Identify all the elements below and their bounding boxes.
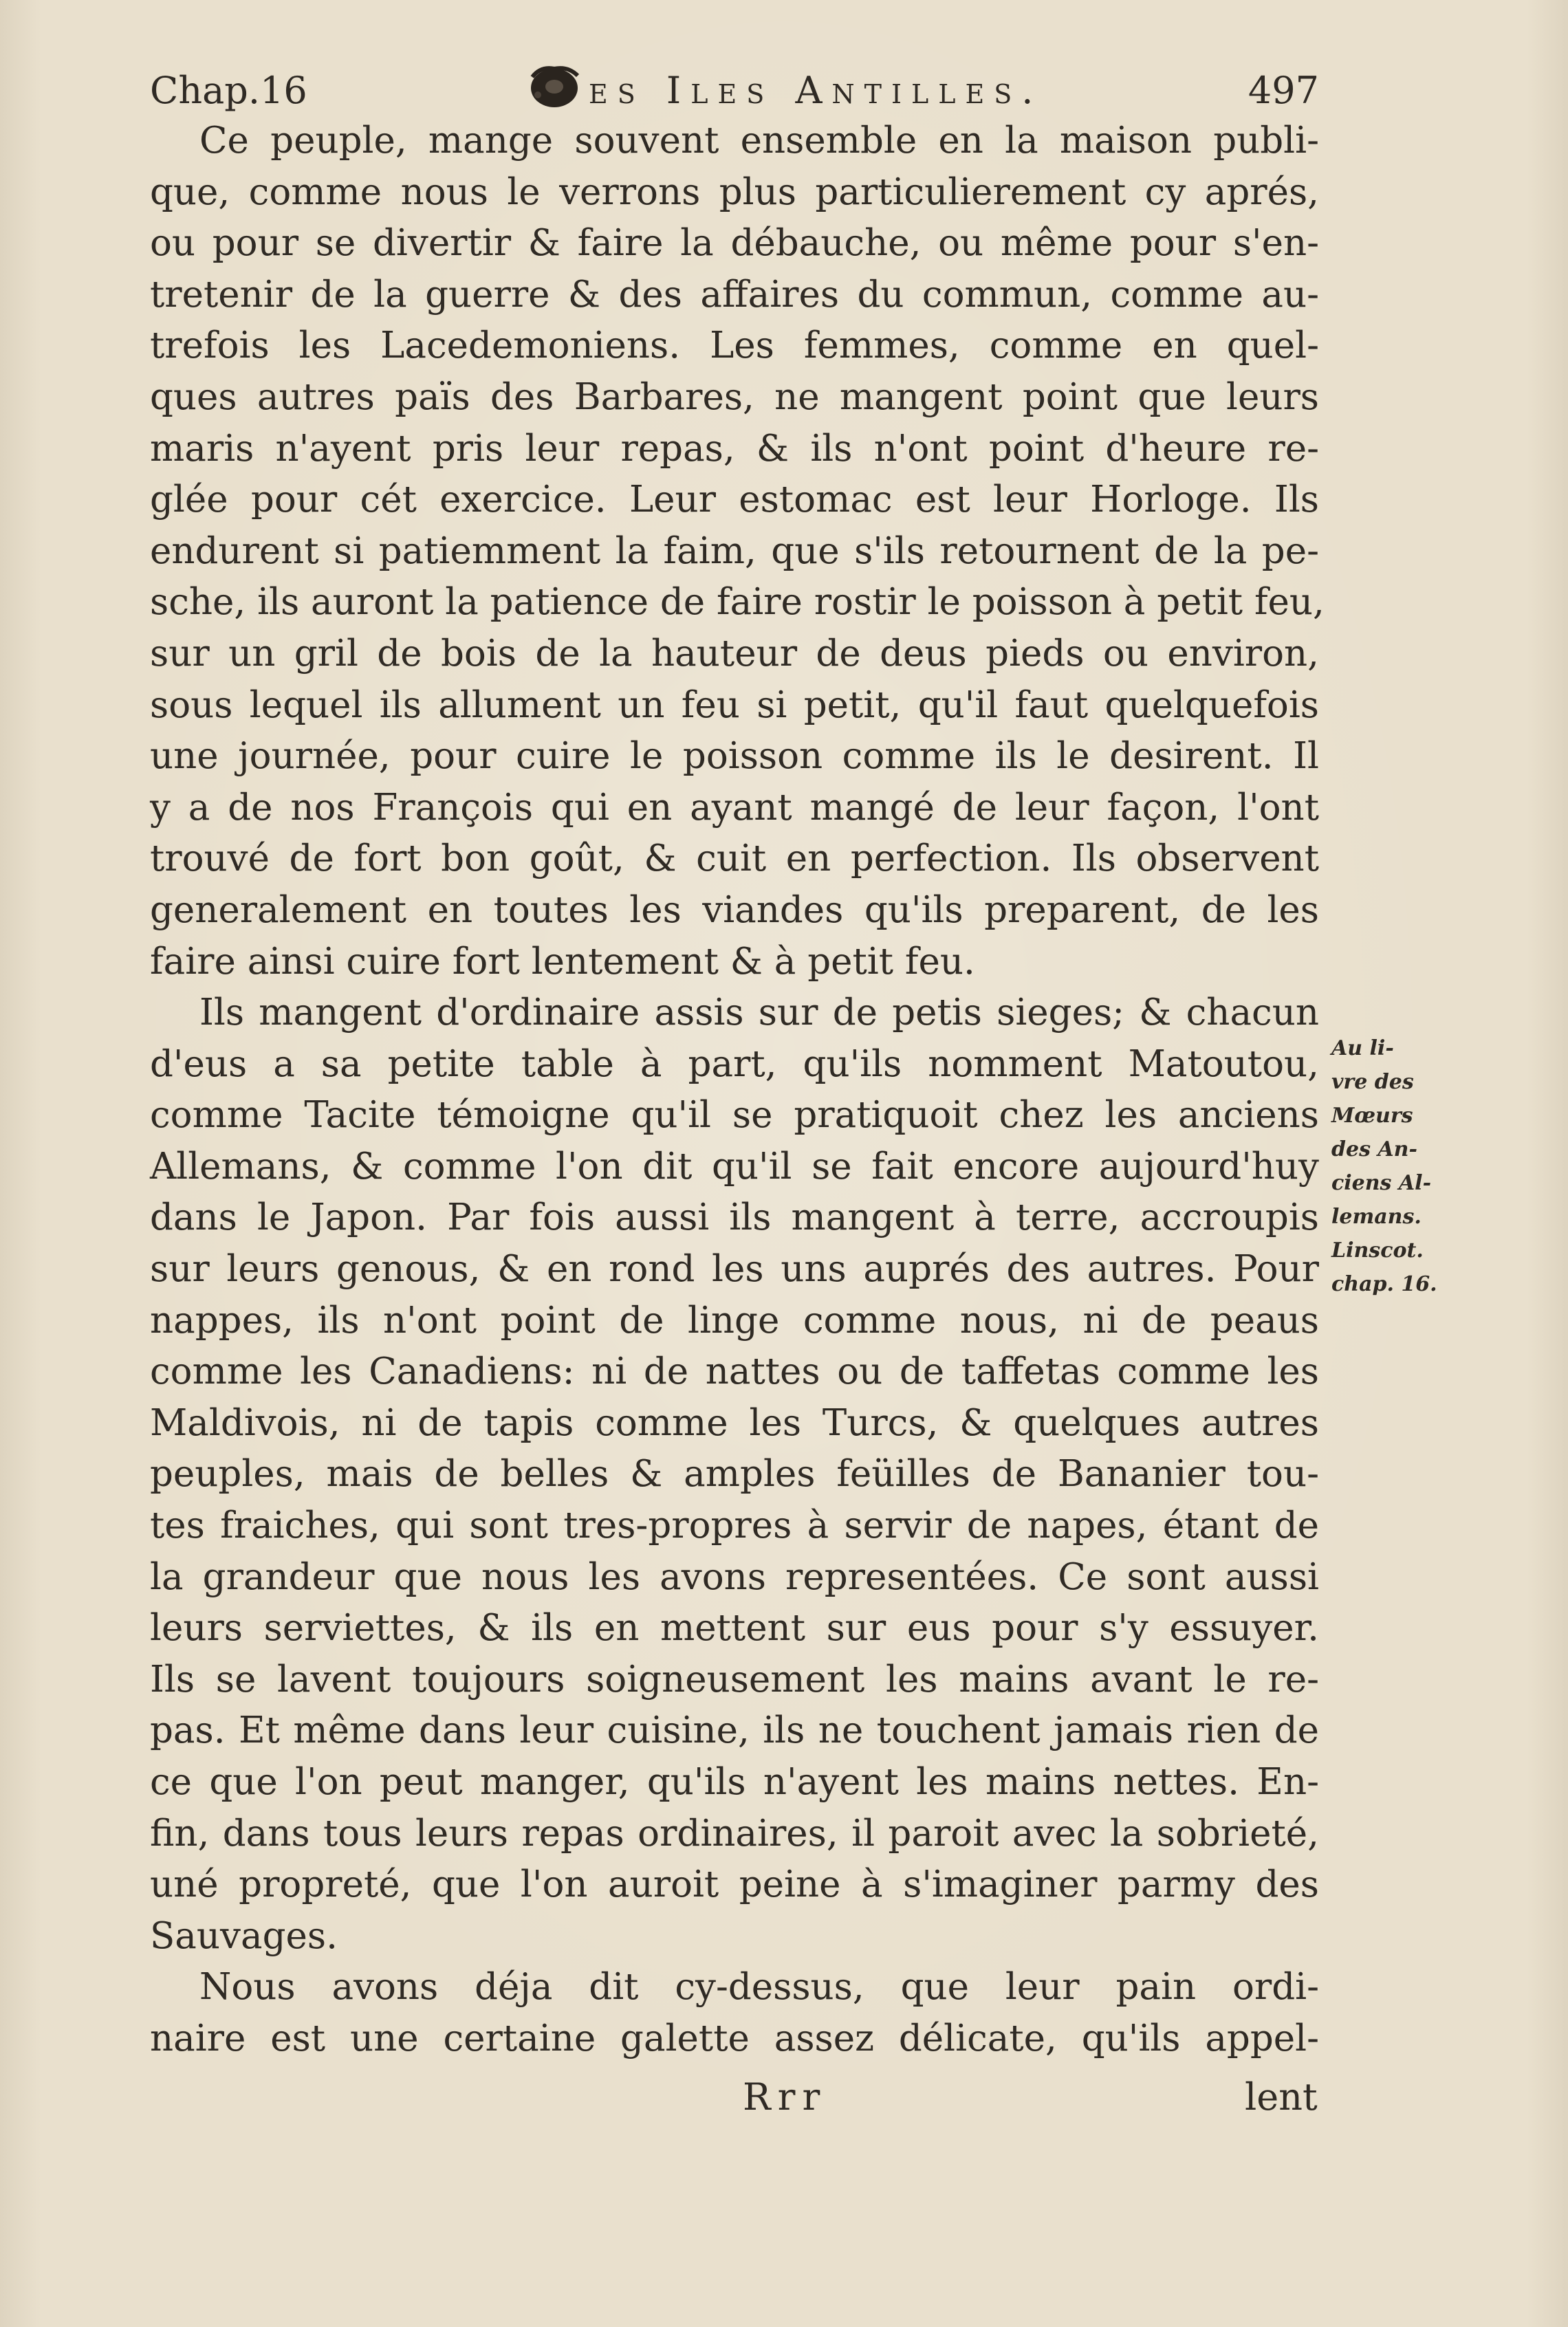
chapter-label: Chap.16 xyxy=(150,69,307,112)
text-line: Nous avons déja dit cy-dessus, que leur pain ordi- xyxy=(199,1966,1319,2009)
margin-note-line: ciens Al- xyxy=(1331,1171,1432,1195)
text-line: maris n'ayent pris leur repas, & ils n'ont point d'heure re- xyxy=(150,427,1319,470)
margin-note xyxy=(1331,1031,1469,1301)
text-line: tes fraiches, qui sont tres-propres à servir de napes, étant de xyxy=(150,1505,1319,1547)
text-line: peuples, mais de belles & amples feüilles de Bananier tou- xyxy=(150,1453,1319,1496)
running-head xyxy=(150,63,1319,118)
text-line: tretenir de la guerre & des affaires du commun, comme au- xyxy=(150,273,1319,316)
margin-note-line: Au li- xyxy=(1331,1036,1394,1060)
margin-note-line: chap. 16. xyxy=(1331,1272,1437,1296)
running-title-text: es Iles Antilles. xyxy=(589,69,1043,112)
text-line: Ils mangent d'ordinaire assis sur de petis sieges; & chacun xyxy=(199,992,1319,1034)
signature-mark: Rrr xyxy=(743,2075,827,2119)
text-line: sur un gril de bois de la hauteur de deus pieds ou environ, xyxy=(150,632,1319,675)
text-line: comme Tacite témoigne qu'il se pratiquoit chez les anciens xyxy=(150,1094,1319,1137)
text-line: Allemans, & comme l'on dit qu'il se fait encore aujourd'huy xyxy=(150,1145,1319,1188)
catchword: lent xyxy=(1245,2075,1318,2119)
text-line: ou pour se divertir & faire la débauche, ou même pour s'en- xyxy=(150,222,1319,265)
text-line: endurent si patiemment la faim, que s'ils retournent de la pe- xyxy=(150,529,1319,572)
text-line: Sauvages. xyxy=(150,1914,338,1957)
text-line: Ce peuple, mange souvent ensemble en la maison publi- xyxy=(199,120,1319,162)
margin-note-line: vre des xyxy=(1331,1070,1414,1094)
text-line: generalement en toutes les viandes qu'ils preparent, de les xyxy=(150,888,1319,931)
text-line: uné propreté, que l'on auroit peine à s'imaginer parmy des xyxy=(150,1864,1319,1906)
text-line: naire est une certaine galette assez délicate, qu'ils appel- xyxy=(150,2017,1319,2060)
text-line: que, comme nous le verrons plus particulierement cy aprés, xyxy=(150,171,1319,213)
text-line: Maldivois, ni de tapis comme les Turcs, & quelques autres xyxy=(150,1401,1319,1444)
text-line: la grandeur que nous les avons representées. Ce sont aussi xyxy=(150,1555,1319,1598)
page-number: 497 xyxy=(1248,69,1319,112)
margin-note-line: des An- xyxy=(1331,1137,1417,1161)
text-line: y a de nos François qui en ayant mangé de leur façon, l'ont xyxy=(150,786,1319,829)
text-line: ce que l'on peut manger, qu'ils n'ayent les mains nettes. En- xyxy=(150,1761,1319,1803)
text-line: trouvé de fort bon goût, & cuit en perfection. Ils observent xyxy=(150,838,1319,880)
body-text xyxy=(150,116,1325,2065)
text-line: d'eus a sa petite table à part, qu'ils nomment Matoutou, xyxy=(150,1042,1319,1085)
text-line: pas. Et même dans leur cuisine, ils ne touchent jamais rien de xyxy=(150,1709,1319,1752)
text-line: leurs serviettes, & ils en mettent sur eus pour s'y essuyer. xyxy=(150,1607,1319,1650)
text-line: trefois les Lacedemoniens. Les femmes, comme en quel- xyxy=(150,325,1319,367)
text-line: fin, dans tous leurs repas ordinaires, il paroit avec la sobrieté, xyxy=(150,1812,1319,1855)
text-line: ques autres païs des Barbares, ne mangent point que leurs xyxy=(150,375,1319,418)
text-line: sche, ils auront la patience de faire rostir le poisson à petit feu, xyxy=(150,581,1325,624)
margin-note-line: Linscot. xyxy=(1331,1238,1424,1263)
text-line: dans le Japon. Par fois aussi ils mangent à terre, accroupis xyxy=(150,1197,1319,1239)
ornamental-initial-d-icon xyxy=(527,63,585,110)
text-line: sur leurs genous, & en rond les uns auprés des autres. Pour xyxy=(150,1248,1319,1291)
text-line: nappes, ils n'ont point de linge comme nous, ni de peaus xyxy=(150,1299,1319,1342)
text-line: faire ainsi cuire fort lentement & à petit feu. xyxy=(150,940,975,983)
running-title xyxy=(527,63,1043,118)
text-line: comme les Canadiens: ni de nattes ou de taffetas comme les xyxy=(150,1351,1319,1393)
text-line: glée pour cét exercice. Leur estomac est leur Horloge. Ils xyxy=(150,479,1319,521)
margin-note-line: Mœurs xyxy=(1331,1104,1413,1128)
text-line: une journée, pour cuire le poisson comme ils le desirent. Il xyxy=(150,735,1319,778)
margin-note-line: lemans. xyxy=(1331,1205,1422,1229)
text-line: Ils se lavent toujours soigneusement les mains avant le re- xyxy=(150,1658,1319,1701)
text-line: sous lequel ils allument un feu si petit, qu'il faut quelquefois xyxy=(150,684,1319,726)
